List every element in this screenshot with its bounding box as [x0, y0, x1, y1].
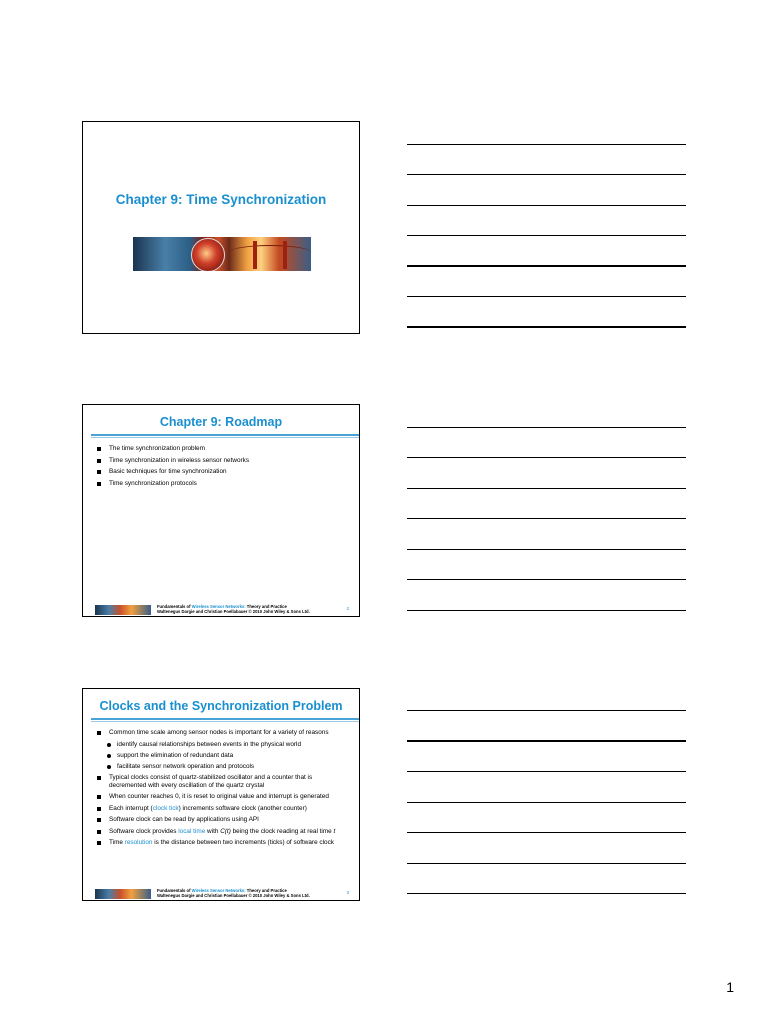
- note-line: [407, 457, 686, 458]
- slide-title: Chapter 9: Roadmap: [159, 415, 283, 429]
- list-item: Time synchronization in wireless sensor networks: [97, 457, 349, 465]
- title-rule-secondary: [91, 721, 359, 722]
- footer-logo-image: [95, 605, 151, 615]
- slide-title: Clocks and the Synchronization Problem: [99, 699, 343, 713]
- slide-2: [82, 404, 360, 617]
- bridge-tower: [283, 241, 287, 269]
- note-line: [407, 771, 686, 772]
- chapter-banner-image: [133, 237, 311, 271]
- list-item: Typical clocks consist of quartz-stabilized oscillator and a counter that is decremented with every oscillation of the quartz crystal: [97, 774, 349, 790]
- list-item: Common time scale among sensor nodes is important for a variety of reasons: [97, 729, 349, 737]
- list-item: Each interrupt (clock tick) increments software clock (another counter): [97, 805, 349, 813]
- note-line: [407, 174, 686, 175]
- list-item: Time resolution is the distance between two increments (ticks) of software clock: [97, 839, 349, 847]
- list-item: When counter reaches 0, it is reset to original value and interrupt is generated: [97, 793, 349, 801]
- footer-credit: Fundamentals of Wireless Sensor Networks: Theory and Practice Waltenegus Dargie and Christian Poellabauer © 2010 John Wiley & Sons Ltd.: [157, 604, 310, 614]
- note-line: [407, 518, 686, 519]
- note-line: [407, 579, 686, 580]
- list-item: Software clock provides local time with C(t) being the clock reading at real time t: [97, 828, 349, 836]
- note-line: [407, 488, 686, 489]
- note-line: [407, 710, 686, 711]
- bridge-tower: [253, 241, 257, 269]
- note-line: [407, 205, 686, 206]
- slide-footer: [95, 888, 349, 901]
- eye-graphic: [191, 238, 225, 271]
- note-line: [407, 863, 686, 864]
- note-line: [407, 740, 686, 742]
- note-line: [407, 832, 686, 833]
- footer-logo-image: [95, 889, 151, 899]
- bridge-cable: [229, 245, 311, 260]
- note-line: [407, 802, 686, 803]
- slide-1: [82, 121, 360, 334]
- footer-credit: Fundamentals of Wireless Sensor Networks: Theory and Practice Waltenegus Dargie and Christian Poellabauer © 2010 John Wiley & Sons Ltd.: [157, 888, 310, 898]
- slide-footer: [95, 604, 349, 617]
- note-line: [407, 610, 686, 611]
- slide-number: 2: [346, 606, 349, 611]
- page-number: 1: [726, 979, 734, 995]
- title-rule: [91, 434, 359, 436]
- note-line: [407, 326, 686, 328]
- note-line: [407, 296, 686, 297]
- bullet-list: [97, 729, 349, 851]
- note-line: [407, 427, 686, 428]
- note-line: [407, 235, 686, 236]
- bullet-list: [97, 445, 349, 491]
- sub-list-item: identify causal relationships between events in the physical world: [107, 741, 349, 749]
- slide-title: Chapter 9: Time Synchronization: [115, 192, 327, 207]
- list-item: Software clock can be read by applications using API: [97, 816, 349, 824]
- slide-number: 3: [346, 890, 349, 895]
- note-line: [407, 549, 686, 550]
- list-item: Basic techniques for time synchronization: [97, 468, 349, 476]
- note-line: [407, 265, 686, 267]
- sub-list-item: facilitate sensor network operation and protocols: [107, 763, 349, 771]
- list-item: The time synchronization problem: [97, 445, 349, 453]
- list-item: Time synchronization protocols: [97, 480, 349, 488]
- note-line: [407, 893, 686, 894]
- title-rule-secondary: [91, 437, 359, 438]
- title-rule: [91, 718, 359, 720]
- sub-list-item: support the elimination of redundant data: [107, 752, 349, 760]
- slide-3: [82, 688, 360, 901]
- note-line: [407, 144, 686, 145]
